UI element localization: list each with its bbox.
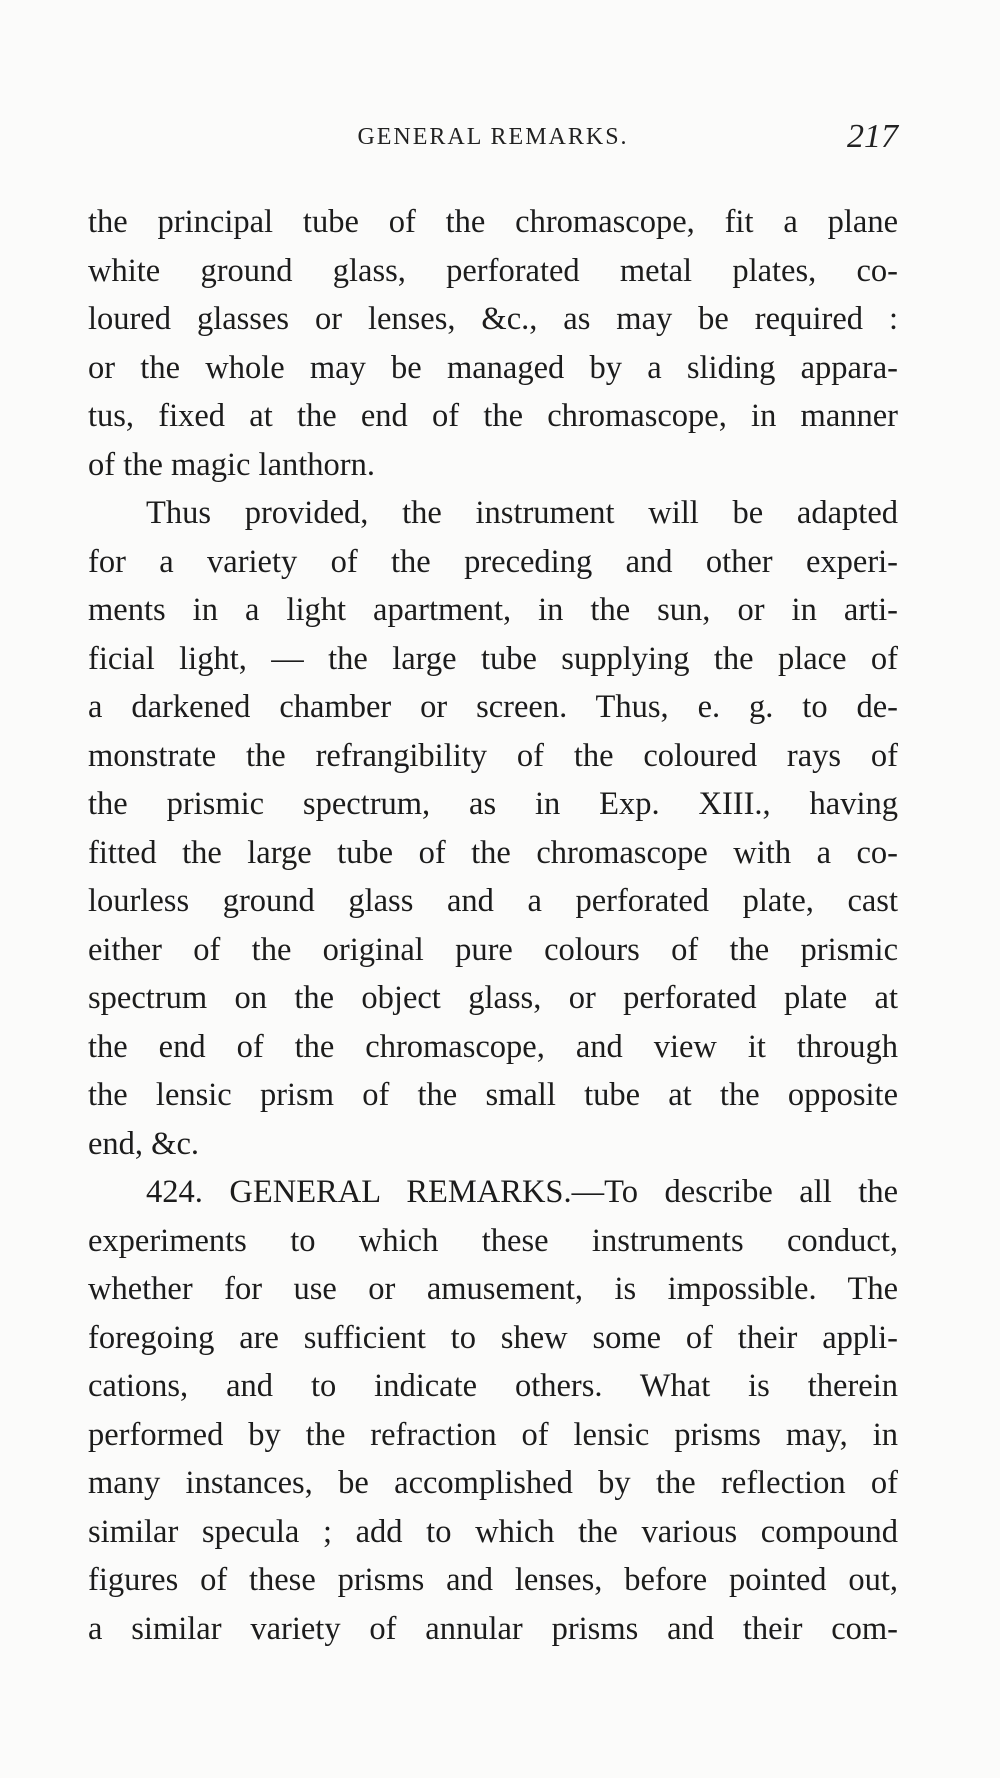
text-line: white ground glass, perforated metal plates, co- <box>88 252 898 289</box>
running-head: GENERAL REMARKS. <box>357 124 629 150</box>
page-number: 217 <box>847 118 898 155</box>
text-line: fitted the large tube of the chromascope with a co- <box>88 834 898 871</box>
section-heading-line: 424. GENERAL REMARKS.—To describe all the <box>146 1174 898 1210</box>
text-line: of the magic lanthorn. <box>88 446 375 483</box>
text-line: monstrate the refrangibility of the coloured rays of <box>88 737 898 774</box>
text-line: the prismic spectrum, as in Exp. XIII., having <box>88 786 898 822</box>
text-line: ficial light, — the large tube supplying the place of <box>88 640 898 677</box>
text-line: many instances, be accomplished by the reflection of <box>88 1465 898 1501</box>
text-line: for a variety of the preceding and other experi- <box>88 543 898 580</box>
text-line: ments in a light apartment, in the sun, or in arti- <box>88 592 898 628</box>
text-line: performed by the refraction of lensic prisms may, in <box>88 1416 898 1453</box>
text-line: loured glasses or lenses, &c., as may be required : <box>88 301 898 337</box>
text-line: experiments to which these instruments conduct, <box>88 1222 898 1259</box>
page-header <box>88 118 898 158</box>
body-text <box>88 198 898 1653</box>
text-line: the principal tube of the chromascope, fit a plane <box>88 204 898 240</box>
text-line: spectrum on the object glass, or perforated plate at <box>88 980 898 1016</box>
text-line: tus, fixed at the end of the chromascope, in manner <box>88 398 898 434</box>
text-line: figures of these prisms and lenses, before pointed out, <box>88 1562 898 1598</box>
text-line: the lensic prism of the small tube at the opposite <box>88 1077 898 1113</box>
text-line: Thus provided, the instrument will be adapted <box>146 495 898 531</box>
text-line: lourless ground glass and a perforated plate, cast <box>88 883 898 919</box>
text-line: a similar variety of annular prisms and their com- <box>88 1610 898 1647</box>
text-line: end, &c. <box>88 1125 200 1162</box>
text-line: foregoing are sufficient to shew some of their appli- <box>88 1319 898 1356</box>
text-line: cations, and to indicate others. What is therein <box>88 1368 898 1404</box>
text-line: a darkened chamber or screen. Thus, e. g. to de- <box>88 689 898 725</box>
text-line: similar specula ; add to which the various compound <box>88 1513 898 1550</box>
text-line: the end of the chromascope, and view it through <box>88 1028 898 1065</box>
text-line: whether for use or amusement, is impossible. The <box>88 1271 898 1307</box>
text-line: either of the original pure colours of the prismic <box>88 931 898 968</box>
text-line: or the whole may be managed by a sliding appara- <box>88 349 898 386</box>
